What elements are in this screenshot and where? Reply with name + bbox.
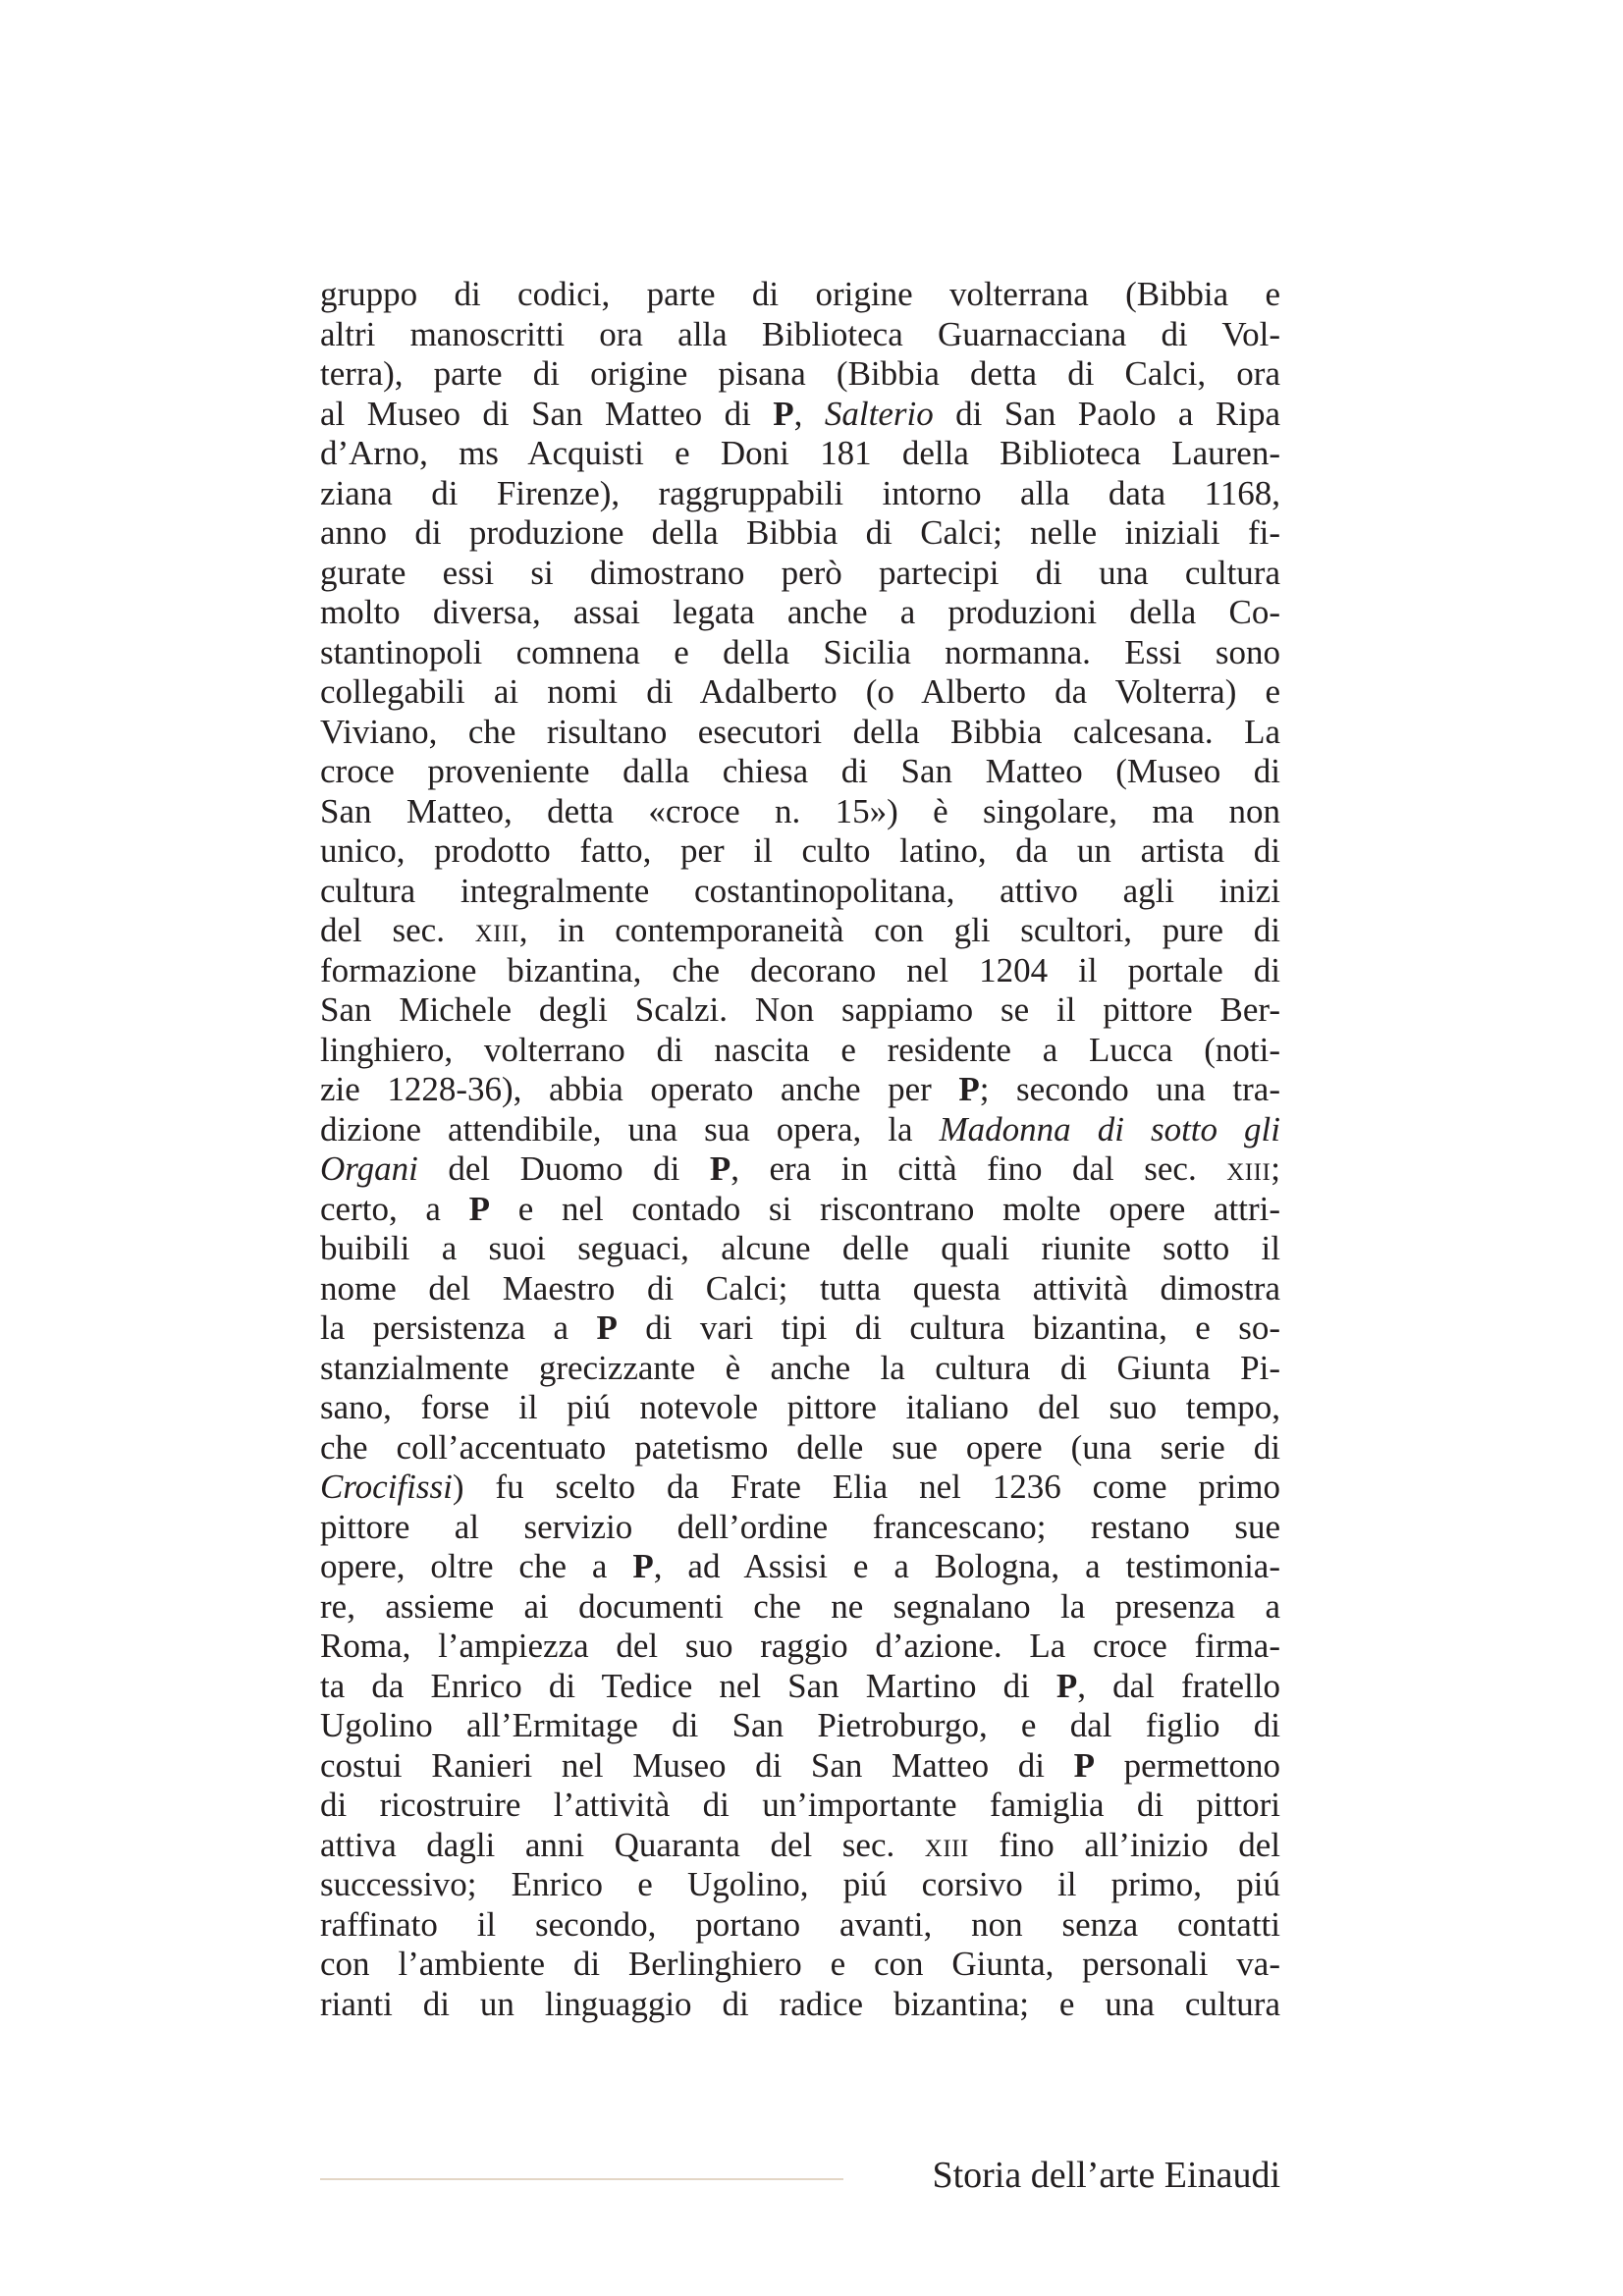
text-line: unico, prodotto fatto, per il culto latino, da un artista di (320, 831, 1280, 870)
text-line: Ugolino all’Ermitage di San Pietroburgo, e dal figlio di (320, 1706, 1280, 1744)
text-line: attiva dagli anni Quaranta del sec. xiii fino all’inizio del (320, 1825, 1280, 1864)
text-line: San Michele degli Scalzi. Non sappiamo se il pittore Ber- (320, 990, 1280, 1029)
text-line: linghiero, volterrano di nascita e residente a Lucca (noti- (320, 1030, 1280, 1069)
body-text (320, 275, 1280, 2024)
text-line: zie 1228-36), abbia operato anche per P; secondo una tra- (320, 1070, 1280, 1108)
text-line: la persistenza a P di vari tipi di cultura bizantina, e so- (320, 1308, 1281, 1347)
footer-title: Storia dell’arte Einaudi (932, 2155, 1280, 2196)
text-line: ziana di Firenze), raggruppabili intorno alla data 1168, (320, 473, 1280, 512)
text-line: Roma, l’ampiezza del suo raggio d’azione. La croce firma- (320, 1627, 1280, 1665)
footer-rule (320, 2178, 843, 2180)
text-line: cultura integralmente costantinopolitana, attivo agli inizi (320, 871, 1280, 910)
text-line: San Matteo, detta «croce n. 15») è singolare, ma non (320, 791, 1280, 830)
text-line: stantinopoli comnena e della Sicilia normanna. Essi sono (320, 632, 1280, 671)
text-line: successivo; Enrico e Ugolino, piú corsivo il primo, piú (320, 1865, 1280, 1903)
text-line: costui Ranieri nel Museo di San Matteo di P permettono (320, 1745, 1280, 1785)
text-line: sano, forse il piú notevole pittore italiano del suo tempo, (320, 1388, 1280, 1426)
text-line: rianti di un linguaggio di radice bizantina; e una cultura (320, 1984, 1280, 2023)
text-line: Organi del Duomo di P, era in città fino dal sec. xiii; (320, 1149, 1280, 1188)
text-line: del sec. xiii, in contemporaneità con gli scultori, pure di (320, 911, 1280, 949)
text-line: buibili a suoi seguaci, alcune delle quali riunite sotto il (320, 1229, 1280, 1267)
text-line: croce proveniente dalla chiesa di San Matteo (Museo di (320, 752, 1280, 790)
text-line: gurate essi si dimostrano però partecipi di una cultura (320, 553, 1280, 592)
text-line: al Museo di San Matteo di P, Salterio di San Paolo a Ripa (320, 394, 1281, 433)
text-line: anno di produzione della Bibbia di Calci; nelle iniziali fi- (320, 513, 1280, 552)
text-line: dizione attendibile, una sua opera, la Madonna di sotto gli (320, 1109, 1280, 1148)
text-line: opere, oltre che a P, ad Assisi e a Bologna, a testimonia- (320, 1547, 1280, 1585)
text-line: d’Arno, ms Acquisti e Doni 181 della Biblioteca Lauren- (320, 434, 1280, 472)
text-line: Crocifissi) fu scelto da Frate Elia nel 1236 come primo (320, 1468, 1280, 1506)
text-line: formazione bizantina, che decorano nel 1204 il portale di (320, 950, 1280, 989)
text-line: nome del Maestro di Calci; tutta questa attività dimostra (320, 1268, 1280, 1308)
text-line: di ricostruire l’attività di un’importante famiglia di pittori (320, 1786, 1280, 1824)
text-line: che coll’accentuato patetismo delle sue opere (una serie di (320, 1427, 1280, 1467)
text-line: molto diversa, assai legata anche a produzioni della Co- (320, 593, 1280, 631)
text-line: gruppo di codici, parte di origine volterrana (Bibbia e (320, 275, 1280, 313)
text-line: Viviano, che risultano esecutori della Bibbia calcesana. La (320, 712, 1280, 751)
text-line: raffinato il secondo, portano avanti, non senza contatti (320, 1904, 1280, 1944)
text-line: certo, a P e nel contado si riscontrano molte opere attri- (320, 1189, 1280, 1228)
text-line: altri manoscritti ora alla Biblioteca Guarnacciana di Vol- (320, 314, 1280, 353)
text-line: pittore al servizio dell’ordine francescano; restano sue (320, 1507, 1280, 1546)
text-line: terra), parte di origine pisana (Bibbia detta di Calci, ora (320, 354, 1280, 393)
text-line: con l’ambiente di Berlinghiero e con Giunta, personali va- (320, 1945, 1280, 1983)
text-line: stanzialmente grecizzante è anche la cultura di Giunta Pi- (320, 1348, 1280, 1387)
text-line: collegabili ai nomi di Adalberto (o Alberto da Volterra) e (320, 672, 1280, 711)
text-line: ta da Enrico di Tedice nel San Martino di P, dal fratello (320, 1666, 1280, 1705)
text-line: re, assieme ai documenti che ne segnalano la presenza a (320, 1586, 1280, 1626)
